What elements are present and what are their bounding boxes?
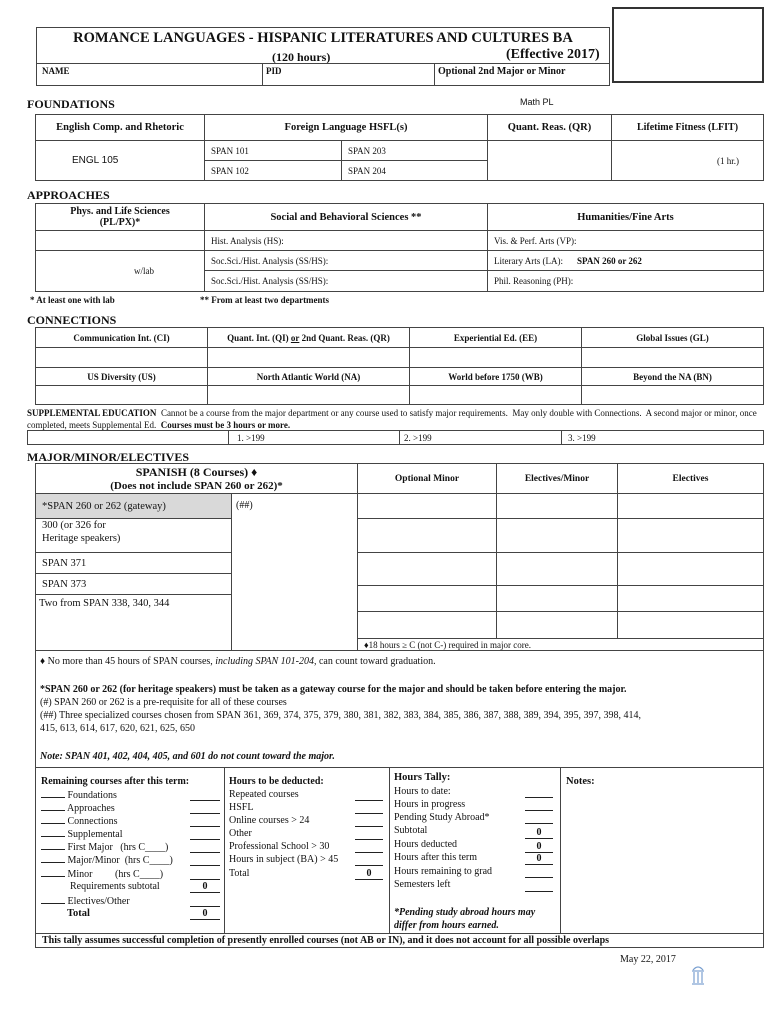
- spanish-header: [35, 463, 358, 494]
- optional-minor-header: Optional Minor: [357, 463, 497, 494]
- hours-subtotal-value[interactable]: 0: [525, 827, 553, 839]
- departments-note: ** From at least two departments: [200, 295, 330, 305]
- supplemental-desc: Cannot be a course from the major department or any course used to satisfy major requirements. May only double with Connections. A second major or minor, once completed, meets Supplemental Ed.: [27, 408, 759, 430]
- hours-to-date-line[interactable]: [525, 797, 553, 798]
- effective-label: (Effective 2017): [506, 47, 600, 62]
- elec-cell-1[interactable]: [617, 493, 764, 519]
- university-logo-icon: [691, 964, 705, 986]
- c300-cell[interactable]: [35, 518, 232, 553]
- remaining-supplemental[interactable]: [41, 828, 123, 840]
- major-title: MAJOR/MINOR/ELECTIVES: [27, 450, 190, 464]
- two-from-cell[interactable]: [35, 594, 232, 651]
- page-title: ROMANCE LANGUAGES - HISPANIC LITERATURES AND CULTURES BA: [73, 30, 573, 46]
- supp-2-text: 2. >199: [404, 432, 432, 443]
- spanish-header-1: SPANISH (8 Courses) ♦: [135, 464, 258, 479]
- hours-tally-title: Hours Tally:: [394, 772, 451, 783]
- wb-header: World before 1750 (WB): [409, 367, 582, 386]
- sshs-cell-2[interactable]: [204, 270, 488, 292]
- remaining-major-minor-label: Major/Minor (hrs C____): [67, 855, 173, 866]
- remaining-foundations-label: Foundations: [67, 790, 117, 801]
- ee-header: Experiential Ed. (EE): [409, 327, 582, 348]
- notes-area[interactable]: [562, 790, 762, 932]
- deduct-line-2[interactable]: [355, 813, 383, 814]
- deduct-hsfl: HSFL: [229, 802, 254, 813]
- note-specialized: (##) Three specialized courses chosen from SPAN 361, 369, 374, 375, 379, 380, 381, 382, 383, 384, 385, 386, 387, 388, 389, 394, 395, 397, 398, 414,: [40, 710, 642, 721]
- deduct-line-6[interactable]: [355, 865, 383, 866]
- ph-text: Phil. Reasoning (PH):: [494, 276, 574, 286]
- hashhash-text: (##): [236, 500, 253, 511]
- remaining-total-value[interactable]: 0: [190, 908, 220, 920]
- elec-cell-5[interactable]: [617, 611, 764, 639]
- notes-label: Notes:: [566, 776, 595, 787]
- c300-text-b: Heritage speakers): [42, 533, 121, 544]
- lfit-hr-text: (1 hr.): [717, 155, 739, 166]
- remaining-first-major[interactable]: [41, 841, 168, 853]
- sshs-text-1: Soc.Sci./Hist. Analysis (SS/HS):: [211, 255, 329, 266]
- supp-left-cell[interactable]: [27, 430, 229, 445]
- elec-minor-cell-4[interactable]: [496, 585, 618, 612]
- remaining-approaches[interactable]: [41, 802, 115, 814]
- elec-minor-cell-2[interactable]: [496, 518, 618, 553]
- eighteen-hours-text: ♦18 hours ≥ C (not C-) required in major core.: [364, 639, 531, 650]
- hours-in-progress-line[interactable]: [525, 810, 553, 811]
- span371-text: SPAN 371: [42, 557, 87, 569]
- math-pl-label: Math PL: [520, 97, 554, 107]
- la-course-text: SPAN 260 or 262: [576, 255, 642, 266]
- bn-cell[interactable]: [581, 385, 764, 405]
- semesters-left-label: Semesters left: [394, 879, 451, 890]
- gateway-cell[interactable]: [35, 493, 232, 519]
- na-header: North Atlantic World (NA): [207, 367, 410, 386]
- remaining-title: Remaining courses after this term:: [41, 776, 190, 787]
- remaining-electives[interactable]: [41, 895, 130, 907]
- hours-label: (120 hours): [272, 50, 331, 64]
- remaining-first-major-label: First Major (hrs C____): [67, 842, 169, 853]
- la-text: Literary Arts (LA):: [494, 255, 563, 266]
- hashhash-cell[interactable]: [231, 493, 358, 651]
- note-45-c: can count toward graduation.: [316, 656, 436, 667]
- lfit-header: Lifetime Fitness (LFIT): [611, 114, 764, 141]
- span-203-cell[interactable]: [341, 140, 488, 161]
- two-from-text: Two from SPAN 338, 340, 344: [39, 598, 170, 609]
- requirements-subtotal-value[interactable]: 0: [190, 881, 220, 893]
- deduct-subject: Hours in subject (BA) > 45: [229, 854, 339, 865]
- pending-note-1: *Pending study abroad hours may: [394, 907, 536, 918]
- c300-text-a: 300 (or 326 for: [42, 520, 106, 531]
- sshs-text-2: Soc.Sci./Hist. Analysis (SS/HS):: [211, 276, 329, 286]
- hours-after-term-value[interactable]: 0: [525, 853, 553, 865]
- supp-3-text: 3. >199: [568, 432, 596, 443]
- semesters-left-line[interactable]: [525, 891, 553, 892]
- engl-105-text: ENGL 105: [72, 155, 119, 166]
- connections-title: CONNECTIONS: [27, 313, 117, 327]
- wb-cell[interactable]: [409, 385, 582, 405]
- wlab-text: w/lab: [134, 266, 154, 276]
- span-204-text: SPAN 204: [348, 165, 386, 176]
- note-45-b: including SPAN 101-204,: [215, 656, 317, 667]
- deduct-repeated: Repeated courses: [229, 789, 299, 800]
- hours-deducted-value[interactable]: 0: [525, 841, 553, 853]
- humanities-header: Humanities/Fine Arts: [487, 203, 764, 231]
- elec-cell-4[interactable]: [617, 585, 764, 612]
- note-45-a: ♦ No more than 45 hours of SPAN courses,: [40, 656, 216, 667]
- note-not-count: Note: SPAN 401, 402, 404, 405, and 601 do not count toward the major.: [40, 751, 335, 762]
- minor-cell-3[interactable]: [357, 552, 497, 586]
- supp-1-text: 1. >199: [237, 432, 265, 443]
- vp-text: Vis. & Perf. Arts (VP):: [494, 235, 577, 246]
- deduct-professional: Professional School > 30: [229, 841, 330, 852]
- remaining-foundations[interactable]: [41, 789, 117, 801]
- deduct-online: Online courses > 24: [229, 815, 310, 826]
- deduct-total-value[interactable]: 0: [355, 868, 383, 880]
- quant-reas-header: Quant. Reas. (QR): [487, 114, 612, 141]
- deduct-other: Other: [229, 828, 252, 839]
- gl-cell[interactable]: [581, 347, 764, 368]
- span-204-cell[interactable]: [341, 160, 488, 181]
- span-203-text: SPAN 203: [348, 145, 386, 156]
- deduct-line-1[interactable]: [355, 800, 383, 801]
- remaining-minor[interactable]: [41, 868, 163, 880]
- qi-cell[interactable]: [207, 347, 410, 368]
- english-comp-header: English Comp. and Rhetoric: [35, 114, 205, 141]
- note-gateway: *SPAN 260 or 262 (for heritage speakers) must be taken as a gateway course for the major and should be taken before entering the major.: [40, 684, 627, 695]
- pending-note-2: differ from hours earned.: [394, 920, 499, 931]
- supp-cell-1[interactable]: [228, 430, 400, 445]
- supplemental-text: [27, 407, 764, 431]
- na-cell[interactable]: [207, 385, 410, 405]
- bn-header: Beyond the NA (BN): [581, 367, 764, 386]
- la-cell[interactable]: [487, 250, 764, 271]
- ci-cell[interactable]: [35, 347, 208, 368]
- elec-minor-cell-3[interactable]: [496, 552, 618, 586]
- deduct-line-3[interactable]: [355, 826, 383, 827]
- span373-text: SPAN 373: [42, 578, 87, 590]
- supp-cell-2[interactable]: [399, 430, 562, 445]
- hours-subtotal-label: Subtotal: [394, 825, 428, 836]
- pl-cell-1[interactable]: [35, 230, 205, 251]
- qi-header: [207, 327, 410, 348]
- note-45-hours: [40, 656, 436, 667]
- deduct-line-5[interactable]: [355, 852, 383, 853]
- electives-minor-header: Electives/Minor: [496, 463, 618, 494]
- lab-note: * At least one with lab: [30, 295, 115, 305]
- elec-minor-cell-1[interactable]: [496, 493, 618, 519]
- note-prereq: (#) SPAN 260 or 262 is a pre-requisite for all of these courses: [40, 697, 287, 708]
- hours-to-date: Hours to date:: [394, 786, 451, 797]
- supplemental-title: SUPPLEMENTAL EDUCATION: [27, 408, 157, 418]
- phys-life-header: Phys. and Life Sciences (PL/PX)*: [35, 203, 205, 231]
- sshs-cell-1[interactable]: [204, 250, 488, 271]
- deduct-title: Hours to be deducted:: [229, 776, 324, 787]
- span-102-cell[interactable]: [204, 160, 342, 181]
- photo-box: [612, 7, 764, 83]
- ee-cell[interactable]: [409, 347, 582, 368]
- foreign-language-header: Foreign Language HSFL(s): [204, 114, 488, 141]
- remaining-minor-label: Minor (hrs C____): [67, 869, 164, 880]
- approaches-title: APPROACHES: [27, 188, 110, 202]
- remaining-total-label: Total: [67, 908, 90, 919]
- remaining-connections[interactable]: [41, 815, 118, 827]
- lfit-cell[interactable]: [611, 140, 764, 181]
- hours-in-progress: Hours in progress: [394, 799, 466, 810]
- optional-major-field[interactable]: Optional 2nd Major or Minor: [438, 66, 566, 77]
- requirements-subtotal-label: Requirements subtotal: [70, 881, 160, 892]
- social-header: Social and Behavioral Sciences **: [204, 203, 488, 231]
- spanish-header-2: (Does not include SPAN 260 or 262)*: [110, 479, 283, 492]
- hs-text: Hist. Analysis (HS):: [211, 235, 284, 246]
- engl-105-cell[interactable]: [35, 140, 205, 181]
- remaining-connections-label: Connections: [67, 816, 118, 827]
- quant-reas-cell[interactable]: [487, 140, 612, 181]
- gateway-text: *SPAN 260 or 262 (gateway): [42, 500, 166, 512]
- span-101-cell[interactable]: [204, 140, 342, 161]
- pid-field[interactable]: PID: [266, 66, 282, 76]
- date-label: May 22, 2017: [620, 954, 676, 965]
- pending-study-abroad: Pending Study Abroad*: [394, 812, 490, 823]
- tally-footer-text: This tally assumes successful completion of presently enrolled courses (not AB or IN), and it does not account for all possible overlaps: [42, 935, 610, 946]
- supp-cell-3[interactable]: [561, 430, 764, 445]
- supplemental-bold: Courses must be 3 hours or more.: [160, 420, 291, 430]
- deduct-line-4[interactable]: [355, 839, 383, 840]
- electives-header: Electives: [617, 463, 764, 494]
- ph-cell[interactable]: [487, 270, 764, 292]
- remaining-electives-label: Electives/Other: [67, 896, 130, 907]
- us-cell[interactable]: [35, 385, 208, 405]
- minor-cell-4[interactable]: [357, 585, 497, 612]
- span371-cell[interactable]: [35, 552, 232, 574]
- foundations-title: FOUNDATIONS: [27, 97, 115, 111]
- hours-deducted-label: Hours deducted: [394, 839, 458, 850]
- remaining-supplemental-label: Supplemental: [67, 829, 123, 840]
- pl-cell-2[interactable]: [35, 250, 205, 292]
- pending-line[interactable]: [525, 823, 553, 824]
- elec-cell-2[interactable]: [617, 518, 764, 553]
- minor-cell-1[interactable]: [357, 493, 497, 519]
- hs-cell[interactable]: [204, 230, 488, 251]
- qi-text-b: 2nd Quant. Reas. (QR): [299, 332, 390, 343]
- elec-cell-3[interactable]: [617, 552, 764, 586]
- us-header: US Diversity (US): [35, 367, 208, 386]
- span-102-text: SPAN 102: [211, 165, 249, 176]
- qi-text-a: Quant. Int. (QI): [227, 332, 291, 343]
- remaining-approaches-label: Approaches: [66, 803, 115, 814]
- note-specialized-2: 415, 613, 614, 617, 620, 621, 625, 650: [40, 723, 195, 734]
- tally-footer: [35, 933, 764, 948]
- qi-text-or: or: [290, 332, 300, 343]
- minor-cell-5[interactable]: [357, 611, 497, 639]
- gl-header: Global Issues (GL): [581, 327, 764, 348]
- hours-remaining-line[interactable]: [525, 877, 553, 878]
- minor-cell-2[interactable]: [357, 518, 497, 553]
- deduct-total-label: Total: [229, 868, 250, 879]
- span373-cell[interactable]: [35, 573, 232, 595]
- elec-minor-cell-5[interactable]: [496, 611, 618, 639]
- ci-header: Communication Int. (CI): [35, 327, 208, 348]
- span-101-text: SPAN 101: [211, 145, 249, 156]
- vp-cell[interactable]: [487, 230, 764, 251]
- hours-remaining-label: Hours remaining to grad: [394, 866, 493, 877]
- remaining-major-minor[interactable]: [41, 854, 173, 866]
- hours-after-term-label: Hours after this term: [394, 852, 478, 863]
- name-field[interactable]: NAME: [42, 66, 70, 76]
